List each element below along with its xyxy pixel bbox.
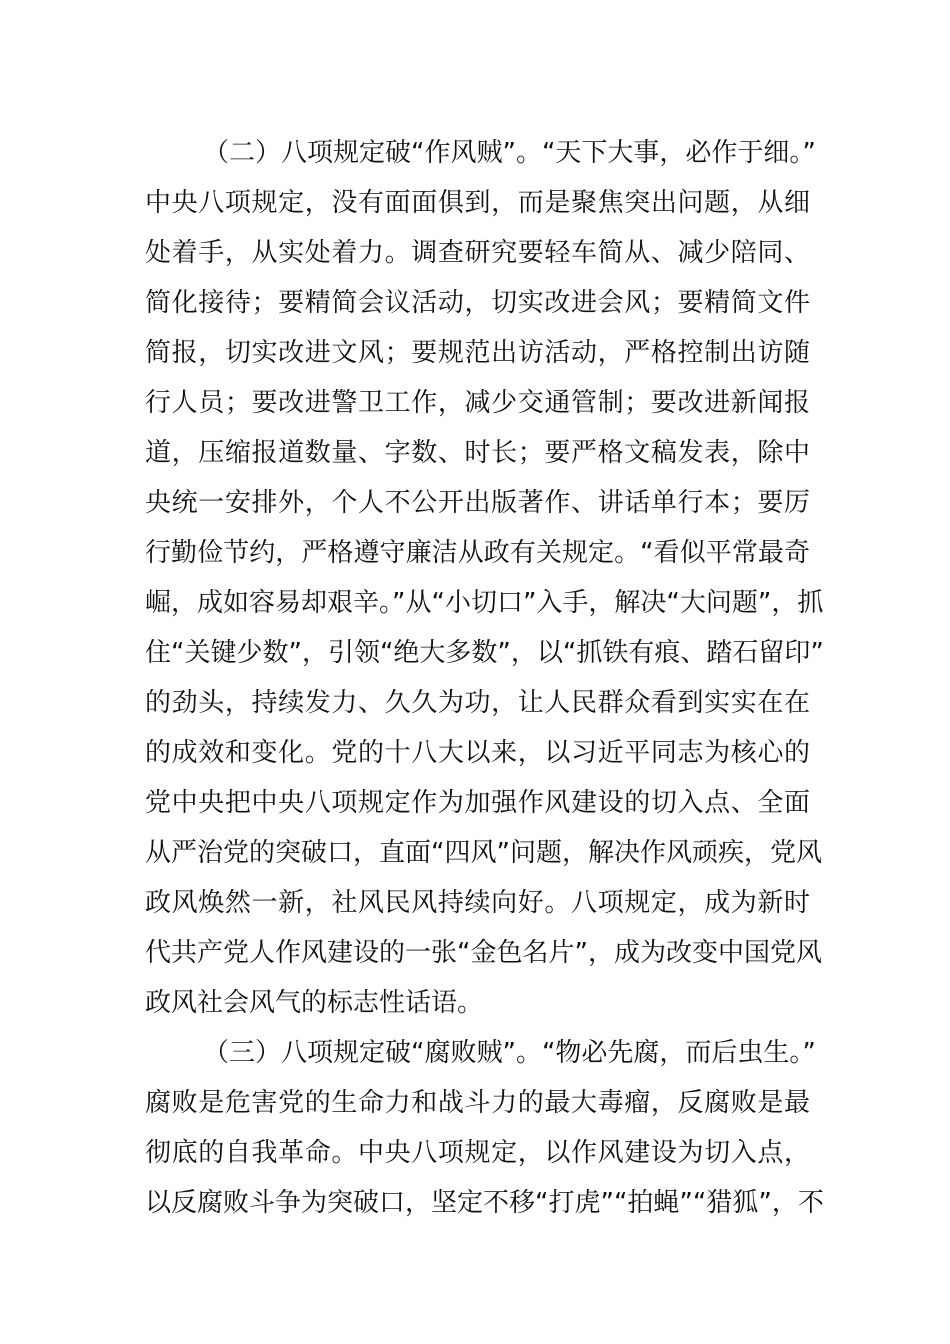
paragraph-section-two (145, 128, 824, 1028)
document-body (145, 128, 824, 1228)
paragraph-line: 简化接待；要精简会议活动，切实改进会风；要精简文件 (145, 288, 810, 318)
paragraph-line: 政风社会风气的标志性话语。 (145, 988, 484, 1018)
paragraph-line: 政风焕然一新，社风民风持续向好。八项规定，成为新时 (145, 888, 810, 918)
paragraph-line: 道，压缩报道数量、字数、时长；要严格文稿发表，除中 (145, 438, 810, 468)
paragraph-line: （二）八项规定破“作风贼”。“天下大事，必作于细。” (203, 138, 816, 168)
paragraph-line: 彻底的自我革命。中央八项规定，以作风建设为切入点， (145, 1138, 810, 1168)
paragraph-line: 央统一安排外，个人不公开出版著作、讲话单行本；要厉 (145, 488, 810, 518)
paragraph-line: 党中央把中央八项规定作为加强作风建设的切入点、全面 (145, 788, 810, 818)
paragraph-line: 的成效和变化。党的十八大以来，以习近平同志为核心的 (145, 738, 810, 768)
paragraph-line: 行勤俭节约，严格遵守廉洁从政有关规定。“看似平常最奇 (145, 538, 810, 568)
paragraph-section-three (145, 1028, 824, 1228)
paragraph-line: 以反腐败斗争为突破口，坚定不移“打虎”“拍蝇”“猎狐”，不 (145, 1188, 824, 1218)
paragraph-line: 的劲头，持续发力、久久为功，让人民群众看到实实在在 (145, 688, 810, 718)
paragraph-line: 崛，成如容易却艰辛。”从“小切口”入手，解决“大问题”，抓 (145, 588, 824, 618)
paragraph-line: 处着手，从实处着力。调查研究要轻车简从、减少陪同、 (145, 238, 810, 268)
paragraph-line: （三）八项规定破“腐败贼”。“物必先腐，而后虫生。” (203, 1038, 816, 1068)
paragraph-line: 简报，切实改进文风；要规范出访活动，严格控制出访随 (145, 338, 810, 368)
paragraph-line: 中央八项规定，没有面面俱到，而是聚焦突出问题，从细 (145, 188, 810, 218)
paragraph-line: 行人员；要改进警卫工作，减少交通管制；要改进新闻报 (145, 388, 810, 418)
paragraph-line: 住“关键少数”，引领“绝大多数”，以“抓铁有痕、踏石留印” (145, 638, 824, 668)
paragraph-line: 从严治党的突破口，直面“四风”问题，解决作风顽疾，党风 (145, 838, 822, 868)
paragraph-line: 腐败是危害党的生命力和战斗力的最大毒瘤，反腐败是最 (145, 1088, 810, 1118)
paragraph-line: 代共产党人作风建设的一张“金色名片”，成为改变中国党风 (145, 938, 822, 968)
